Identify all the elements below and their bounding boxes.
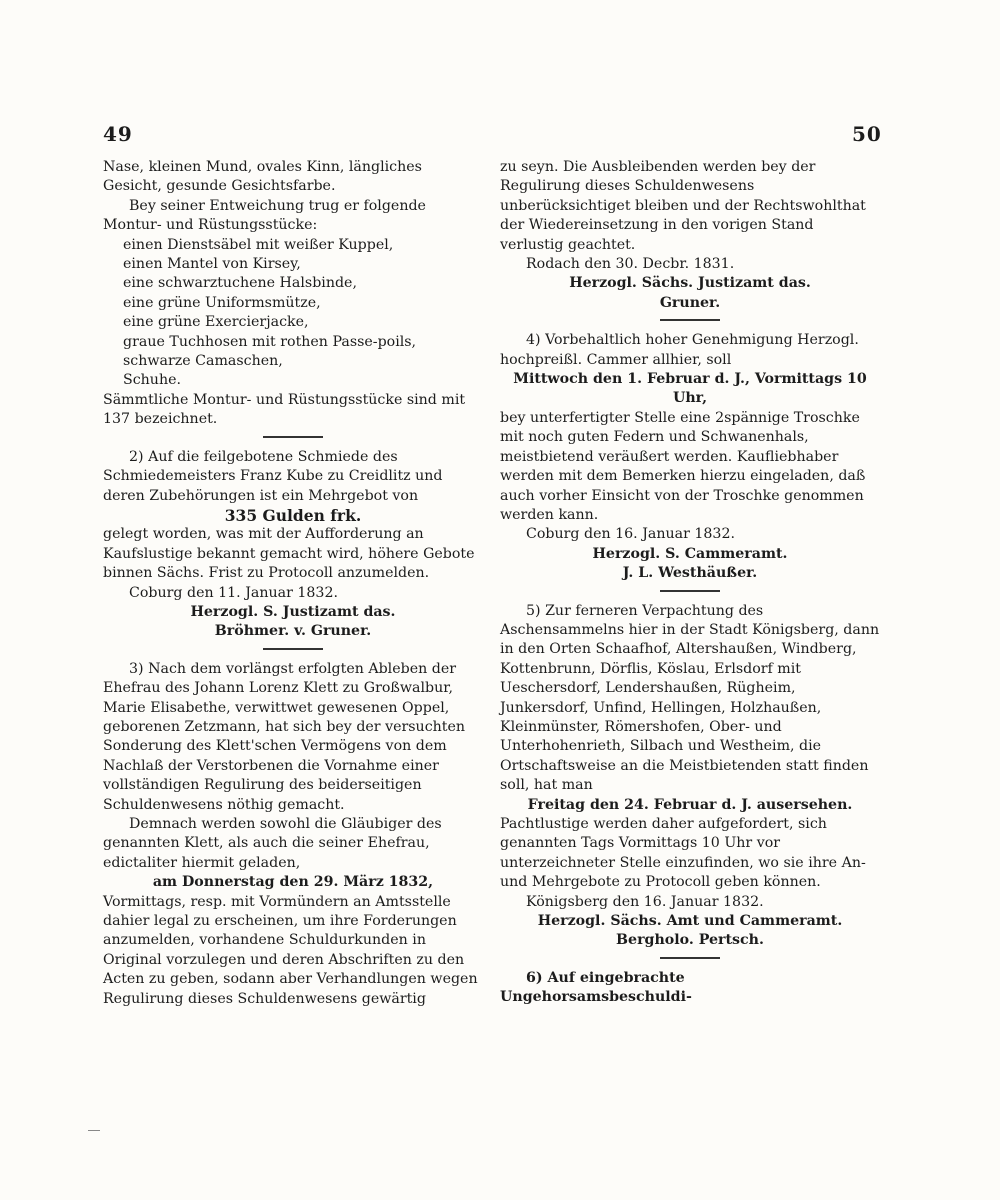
notice-5-date: Freitag den 24. Februar d. J. ausersehen. xyxy=(527,796,853,813)
notice-2-text: 2) Auf die feilgebotene Schmiede des Schmiedemeisters Franz Kube zu Creidlitz und deren Zubehörungen ist ein Mehrgebot von xyxy=(103,448,443,504)
notice-5-text: 5) Zur ferneren Verpachtung des Aschensammelns hier in der Stadt Königsberg, dann in den Orten Schaafhof, Altershaußen, Windberg, Kottenbrunn, Dörflis, Köslau, Erlsdorf mit Ueschersdorf, Lendershaußen, Rügheim, Junkersdorf, Unfind, Hellingen, Holzhaußen, Kleinmünster, Römershofen, Ober- und Unterhohenrieth, Silbach und Westheim, die Ortschaftsweise an die Meistbietenden statt finden soll, hat man xyxy=(500,602,880,794)
list-item: eine grüne Uniformsmütze, xyxy=(123,294,321,311)
notice-2-place-date: Coburg den 11. Januar 1832. xyxy=(129,584,338,601)
notice-4-signatory: J. L. Westhäußer. xyxy=(622,565,758,582)
equipment-note: Sämmtliche Montur- und Rüstungsstücke sind mit 137 bezeichnet. xyxy=(103,391,466,428)
continuation-place-date: Rodach den 30. Decbr. 1831. xyxy=(526,256,735,273)
notice-5-office: Herzogl. Sächs. Amt und Cammeramt. xyxy=(537,913,843,930)
list-item: eine grüne Exercierjacke, xyxy=(123,314,309,331)
notice-3-date: am Donnerstag den 29. März 1832, xyxy=(152,874,434,891)
section-divider xyxy=(263,648,323,650)
list-item: eine schwarztuchene Halsbinde, xyxy=(123,275,357,292)
section-divider xyxy=(660,957,720,959)
notice-6-text: 6) Auf eingebrachte Ungehorsamsbeschuldi- xyxy=(500,969,692,1006)
list-item: einen Dienstsäbel mit weißer Kuppel, xyxy=(123,236,394,253)
notice-3-summons: Demnach werden sowohl die Gläubiger des genannten Klett, als auch die seiner Ehefrau, edictaliter hiermit geladen, xyxy=(103,816,442,871)
notice-4-text: 4) Vorbehaltlich hoher Genehmigung Herzogl. hochpreißl. Cammer allhier, soll xyxy=(500,332,859,368)
notice-4-place-date: Coburg den 16. Januar 1832. xyxy=(526,526,735,543)
margin-mark xyxy=(88,1130,100,1131)
notice-3-text: 3) Nach dem vorlängst erfolgten Ableben der Ehefrau des Johann Lorenz Klett zu Großwalbur, Marie Elisabethe, verwittwet gewesenen Oppel, geborenen Zetzmann, hat sich bey der versuchten Sonderung des Klett'schen Vermögens von dem Nachlaß der Verstorbenen die Vornahme einer vollständigen Regulirung des beiderseitigen Schuldenwesens nöthig gemacht. xyxy=(103,660,466,813)
right-column xyxy=(500,158,880,1008)
list-item: Schuhe. xyxy=(123,372,181,389)
continuation-text: Nase, kleinen Mund, ovales Kinn, längliches Gesicht, gesunde Gesichtsfarbe. xyxy=(103,159,422,195)
notice-2-amount: 335 Gulden frk. xyxy=(224,505,362,525)
notice-5-place-date: Königsberg den 16. Januar 1832. xyxy=(526,893,764,910)
list-item: einen Mantel von Kirsey, xyxy=(123,256,301,273)
equipment-intro: Bey seiner Entweichung trug er folgende Montur- und Rüstungsstücke: xyxy=(103,197,426,234)
section-divider xyxy=(660,590,720,592)
section-divider xyxy=(660,319,720,321)
notice-3-text-cont: Vormittags, resp. mit Vormündern an Amtsstelle dahier legal zu erscheinen, um ihre Forderungen anzumelden, vorhandene Schuldurkunden in Original vorzulegen und deren Abschriften zu den Acten zu geben, sodann aber Verhandlungen wegen Regulirung dieses Schuldenwesens gewärtig xyxy=(103,893,478,1007)
list-item: schwarze Camaschen, xyxy=(123,353,283,370)
notice-2-office: Herzogl. S. Justizamt das. xyxy=(190,603,396,620)
notice-5-signatories: Bergholo. Pertsch. xyxy=(616,932,764,949)
notice-5-text-cont: Pachtlustige werden daher aufgefordert, sich genannten Tags Vormittags 10 Uhr vor unterzeichneter Stelle einzufinden, wo sie ihre An- und Mehrgebote zu Protocoll geben können. xyxy=(500,816,866,891)
notice-4-date: Mittwoch den 1. Februar d. J., Vormittags 10 Uhr, xyxy=(513,371,867,407)
continuation-office: Herzogl. Sächs. Justizamt das. xyxy=(569,275,811,292)
equipment-list xyxy=(123,236,483,391)
section-divider xyxy=(263,436,323,438)
left-column xyxy=(103,158,483,1009)
page-number-left: 49 xyxy=(103,122,133,146)
continuation-signatory: Gruner. xyxy=(659,294,721,311)
continuation-text: zu seyn. Die Ausbleibenden werden bey der Regulirung dieses Schuldenwesens unberücksichtiget bleiben und der Rechtswohlthat der Wiedereinsetzung in den vorigen Stand verlustig geachtet. xyxy=(500,159,866,253)
notice-2-signatories: Bröhmer. v. Gruner. xyxy=(214,623,372,640)
list-item: graue Tuchhosen mit rothen Passe-poils, xyxy=(123,333,417,350)
notice-4-office: Herzogl. S. Cammeramt. xyxy=(592,545,788,562)
page-number-right: 50 xyxy=(852,122,882,146)
notice-4-text-cont: bey unterfertigter Stelle eine 2spännige Troschke mit noch guten Federn und Schwanenhals, meistbietend veräußert werden. Kaufliebhaber werden mit dem Bemerken hierzu eingeladen, daß auch vorher Einsicht von der Troschke genommen werden kann. xyxy=(500,409,866,523)
notice-2-text-cont: gelegt worden, was mit der Aufforderung an Kaufslustige bekannt gemacht wird, höhere Gebote binnen Sächs. Frist zu Protocoll anzumelden. xyxy=(103,526,475,582)
